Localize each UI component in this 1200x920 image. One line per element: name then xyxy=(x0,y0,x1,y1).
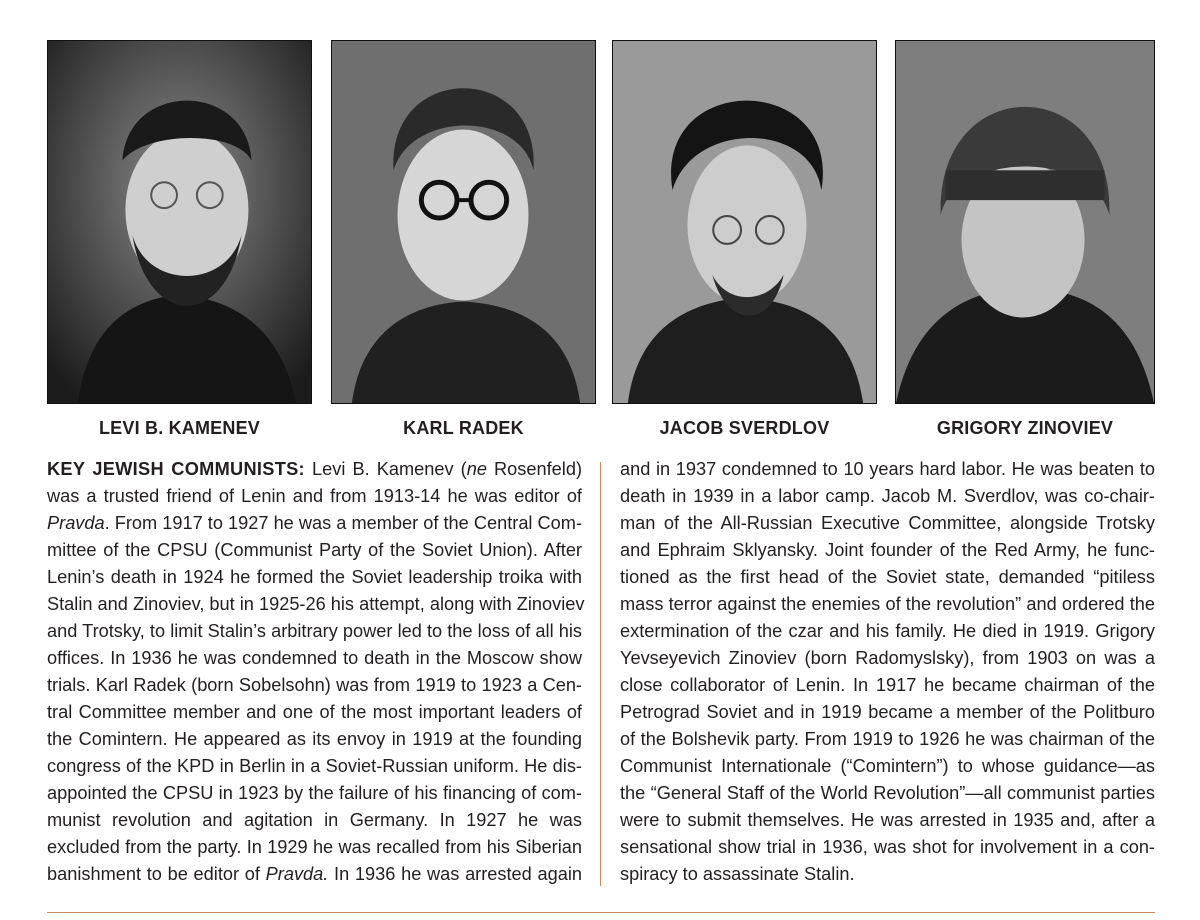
article-line: tral Committee member and one of the most important leaders of xyxy=(47,702,582,722)
article-line: of the Bolshevik party. From 1919 to 1926 he was chairman of the xyxy=(620,729,1155,749)
article-line: were to submit themselves. He was arrested in 1935 and, after a xyxy=(620,810,1155,830)
photo-radek xyxy=(331,40,596,404)
article-line: offices. In 1936 he was condemned to death in the Moscow show xyxy=(47,648,582,668)
article-line: and in 1937 condemned to 10 years hard labor. He was beaten to xyxy=(620,459,1155,479)
article-line: and Trotsky, to limit Stalin’s arbitrary power led to the loss of all his xyxy=(47,621,582,641)
photo-kamenev xyxy=(47,40,312,404)
article-line: and Ephraim Sklyansky. Joint founder of the Red Army, he func- xyxy=(620,540,1155,560)
article-line: Lenin’s death in 1924 he formed the Soviet leadership troika with xyxy=(47,567,582,587)
article-line: tioned as the first head of the Soviet state, demanded “pitiless xyxy=(620,567,1155,587)
article-line: death in 1939 in a labor camp. Jacob M. Sverdlov, was co-chair- xyxy=(620,486,1155,506)
article-line: spiracy to assassinate Stalin. xyxy=(620,864,855,884)
article-heading: KEY JEWISH COMMUNISTS: xyxy=(47,459,305,479)
article-line: close collaborator of Lenin. In 1917 he became chairman of the xyxy=(620,675,1155,695)
article-line: man of the All-Russian Executive Committee, alongside Trotsky xyxy=(620,513,1155,533)
column-divider xyxy=(600,462,601,886)
article-line: excluded from the party. In 1929 he was recalled from his Siberian xyxy=(47,837,582,857)
article-line: Petrograd Soviet and in 1919 became a member of the Politburo xyxy=(620,702,1155,722)
article-line: congress of the KPD in Berlin in a Soviet-Russian uniform. He dis- xyxy=(47,756,582,776)
article-line: sensational show trial in 1936, was shot for involvement in a con- xyxy=(620,837,1155,857)
article-line: banishment to be editor of Pravda. In 1936 he was arrested again xyxy=(47,864,582,884)
article-line: was a trusted friend of Lenin and from 1913-14 he was editor of xyxy=(47,486,582,506)
article-line: trials. Karl Radek (born Sobelsohn) was from 1919 to 1923 a Cen- xyxy=(47,675,582,695)
bottom-divider xyxy=(47,912,1155,913)
article-line: mittee of the CPSU (Communist Party of the Soviet Union). After xyxy=(47,540,582,560)
article-line: extermination of the czar and his family. He died in 1919. Grigory xyxy=(620,621,1155,641)
article-line: Stalin and Zinoviev, but in 1925-26 his attempt, along with Zinoviev xyxy=(47,594,585,614)
article-column-right xyxy=(620,456,1155,888)
article-line: munist revolution and agitation in Germany. In 1927 he was xyxy=(47,810,582,830)
caption-zinoviev: GRIGORY ZINOVIEV xyxy=(936,418,1114,438)
article-column-left xyxy=(47,456,585,888)
caption-radek: KARL RADEK xyxy=(403,418,524,438)
article-line: appointed the CPSU in 1923 by the failure of his financing of com- xyxy=(47,783,582,803)
article-line: KEY JEWISH COMMUNISTS: Levi B. Kamenev (ne Rosenfeld) xyxy=(47,459,582,479)
article-line: Pravda. From 1917 to 1927 he was a member of the Central Com- xyxy=(47,513,582,533)
article-line: the Comintern. He appeared as its envoy in 1919 at the founding xyxy=(47,729,582,749)
photo-sverdlov xyxy=(612,40,877,404)
article-line: the “General Staff of the World Revolution”—all communist parties xyxy=(620,783,1155,803)
caption-kamenev: LEVI B. KAMENEV xyxy=(98,418,261,438)
article-line: Communist Internationale (“Comintern”) to whose guidance—as xyxy=(620,756,1155,776)
article-line: mass terror against the enemies of the revolution” and ordered the xyxy=(620,594,1155,614)
photo-zinoviev xyxy=(895,40,1155,404)
article-line: Yevseyevich Zinoviev (born Radomyslsky), from 1903 on was a xyxy=(620,648,1155,668)
caption-sverdlov: JACOB SVERDLOV xyxy=(659,418,830,438)
